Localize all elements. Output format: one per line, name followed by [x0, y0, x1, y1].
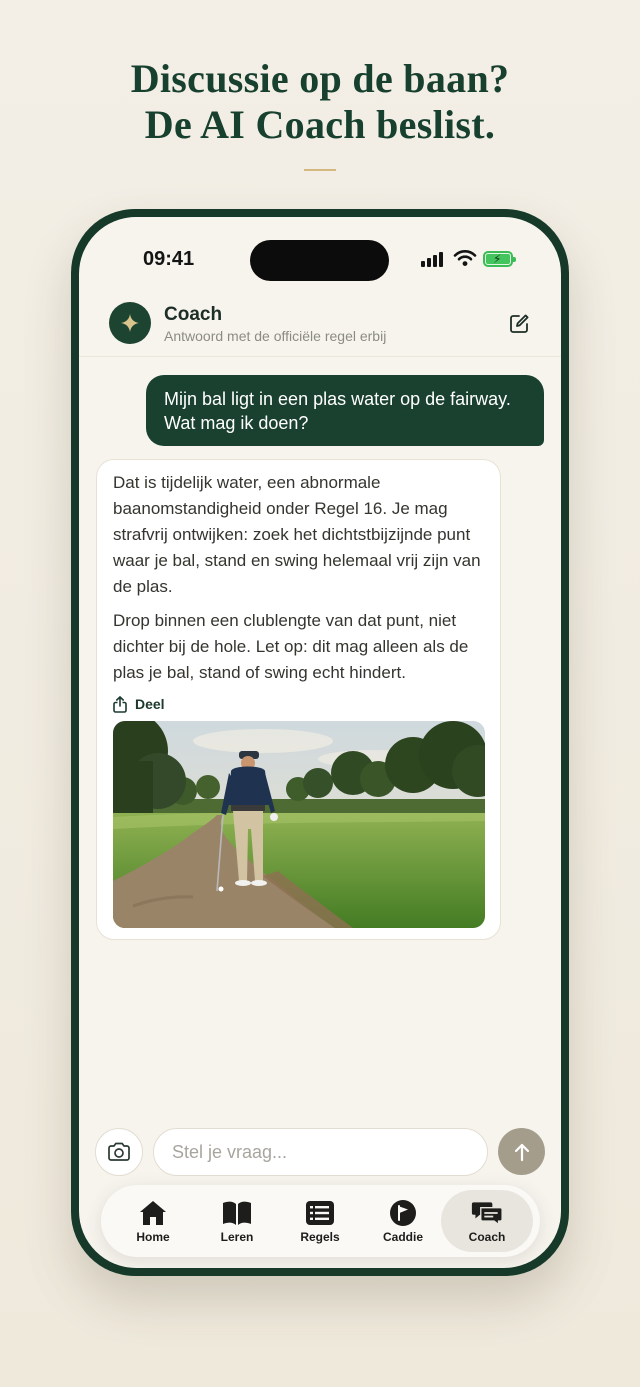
coach-avatar — [109, 302, 151, 344]
headline-line-1: Discussie op de baan? — [130, 56, 510, 101]
ai-paragraph: Drop binnen een clublengte van dat punt, niet dichter bij de hole. Let op: dit mag alleen als de plas je bal, stand of swing echt hindert. — [113, 611, 469, 682]
home-icon — [138, 1199, 168, 1227]
tab-bar — [101, 1185, 540, 1257]
battery-charging-icon: ⚡ — [483, 251, 513, 267]
tab-label: Home — [136, 1229, 170, 1244]
tab-regels[interactable] — [274, 1190, 366, 1252]
headline-divider — [304, 169, 336, 171]
sparkle-icon — [121, 314, 139, 332]
tab-coach[interactable] — [441, 1190, 533, 1252]
cellular-signal-icon — [421, 251, 447, 267]
camera-icon — [107, 1142, 131, 1162]
tab-label: Regels — [300, 1229, 340, 1244]
arrow-up-icon — [513, 1142, 531, 1162]
flag-icon — [389, 1199, 417, 1227]
compose-icon[interactable] — [508, 313, 530, 335]
wifi-icon — [453, 249, 477, 267]
book-icon — [221, 1200, 253, 1226]
golfer-photo — [113, 721, 485, 928]
share-label: Deel — [135, 696, 165, 712]
ai-paragraph: Dat is tijdelijk water, een abnormale baanomstandigheid onder Regel 16. Je mag strafvrij ontwijken: zoek het dichtstbijzijnde punt waar je bal, stand en swing helemaal vrij zijn van de plas. — [113, 473, 481, 596]
tab-leren[interactable] — [191, 1190, 283, 1252]
ai-message — [96, 459, 501, 940]
tab-home[interactable] — [107, 1190, 199, 1252]
dynamic-island — [250, 240, 389, 281]
share-button[interactable] — [113, 694, 165, 714]
phone-screen — [79, 217, 561, 1268]
tab-label: Coach — [468, 1229, 506, 1244]
user-message: Mijn bal ligt in een plas water op de fairway. Wat mag ik doen? — [146, 375, 544, 446]
tab-caddie[interactable] — [357, 1190, 449, 1252]
send-button[interactable] — [498, 1128, 545, 1175]
chat-title: Coach — [164, 304, 223, 325]
share-icon — [113, 696, 127, 713]
chat-header — [79, 293, 561, 357]
list-icon — [305, 1200, 335, 1226]
chat-subtitle: Antwoord met de officiële regel erbij — [164, 328, 387, 344]
question-input[interactable] — [153, 1128, 488, 1176]
phone-frame — [71, 209, 569, 1276]
marketing-headline — [0, 56, 640, 148]
tab-label: Leren — [220, 1229, 254, 1244]
tab-label: Caddie — [382, 1229, 423, 1244]
status-time: 09:41 — [143, 248, 195, 270]
chat-icon — [471, 1199, 503, 1227]
headline-line-2: De AI Coach beslist. — [144, 102, 496, 147]
camera-button[interactable] — [95, 1128, 143, 1176]
